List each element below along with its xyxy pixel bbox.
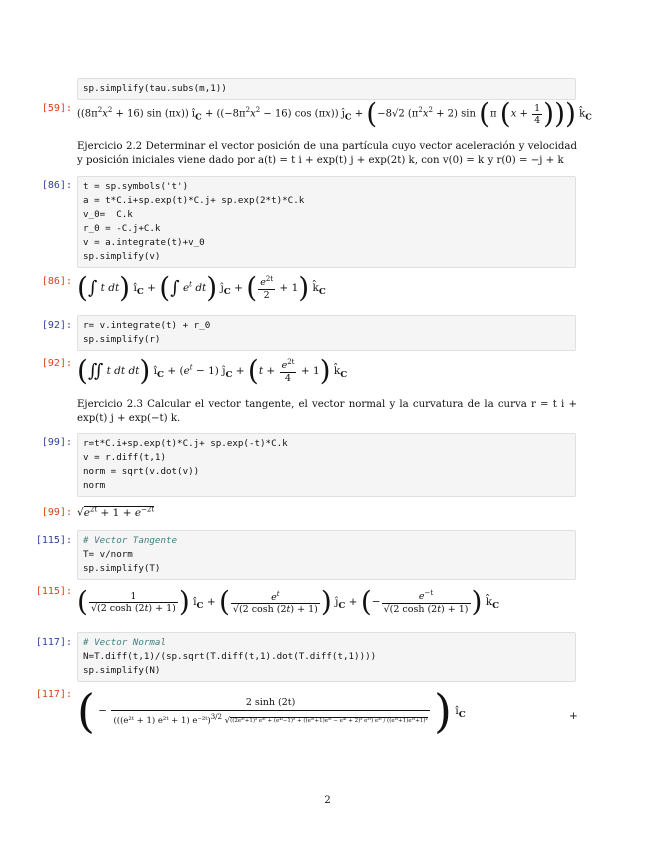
comment-vector-tangente: # Vector Tangente [83,535,178,546]
normal-denominator-left: (((e²ᵗ + 1) e²ᵗ + 1) e⁻²ᵗ) [113,715,211,726]
normal-numerator: 2 sinh (2t) [111,697,429,711]
normal-inner-root: ((2e²ᵗ+1)² e²ᵗ + (e⁴ᵗ−1)² + ((e²ᵗ+1)e²ᵗ − e⁴ᵗ + 2)² e²ᵗ) e²ᵗ / ((e²ᵗ+1)e²ᵗ+1)² [230,718,428,725]
output-math-99: $√e^{2t} + 1 + e^{-2t}$ [77,505,155,519]
code-cell-117[interactable] [77,632,576,682]
output-math-115: ( $\frac{1}{√(2 \cosh (2t) + 1)}$ ) $î_C$ + ( $\frac{e^t}{√(2 \cosh (2t) + 1)}$ ) $ĵ_C$ + (− $\frac{e^{-t}}{√(2 \cosh (2t) + 1)}$ ) $k̂_C$ [77,585,500,618]
input-prompt-92: [92]: [41,320,72,331]
output-prompt-59: [59]: [41,103,72,114]
comment-vector-normal: # Vector Normal [83,637,166,648]
output-prompt-117: [117]: [35,689,72,700]
output-prompt-86: [86]: [41,276,72,287]
page-number: 2 [324,795,331,806]
code-cell-92[interactable]: r= v.integrate(t) + r_0 sp.simplify(r) [77,315,576,351]
code-115-body: T= v/norm sp.simplify(T) [83,549,161,574]
output-prompt-99: [99]: [41,507,72,518]
code-cell-simplify-tau[interactable]: sp.simplify(tau.subs(m,1)) [77,78,576,100]
output-prompt-92: [92]: [41,358,72,369]
output-math-86: (∫ t dt) $î_C$ + (∫ $e^t$ dt) $ĵ_C$ + ( $\frac{e^{2t}}{2}$ + 1) $k̂_C$ [77,271,326,304]
input-prompt-99: [99]: [41,437,72,448]
input-prompt-86: [86]: [41,180,72,191]
output-math-59: ($(8\pi^2x^2 + 16)$ sin (πx)) $î_C + ((-8\pi^2x^2 - 16)$ cos (πx)) $ĵ_C + (-8√2$ $(\pi^2x^2 + 2)$ sin (π (x + $\frac{1}{4}$ ))) $k̂_C$ [77,97,592,130]
normal-tail-plus: + [569,710,578,722]
output-prompt-115: [115]: [35,586,72,597]
normal-denominator-exp: 3/2 [210,712,222,721]
code-cell-115[interactable] [77,530,576,580]
code-cell-86[interactable]: t = sp.symbols('t') a = t*C.i+sp.exp(t)*C.j+ sp.exp(2*t)*C.k v_0= C.k r_0 = -C.j+C.k v = a.integrate(t)+v_0 sp.simplify(v) [77,176,576,268]
code-117-body: N=T.diff(t,1)/(sp.sqrt(T.diff(t,1).dot(T.diff(t,1)))) sp.simplify(N) [83,651,377,676]
input-prompt-117: [117]: [35,637,72,648]
output-math-92: (∬ t dt dt) $î_C + (e^t - 1)$ $ĵ_C + (t$ + $\frac{e^{2t}}{4}$ + 1) $k̂_C$ [77,354,348,387]
output-math-117: ( − 2 sinh (2t) (((e²ᵗ + 1) e²ᵗ + 1) e⁻²ᵗ)$^{3/2}$ √((2e²ᵗ+1)² e²ᵗ + (e⁴ᵗ−1)² + ((e²ᵗ+1)e²ᵗ − e⁴ᵗ + 2)² e²ᵗ) e²ᵗ / ((e²ᵗ+1)e²ᵗ+1)² ) $î_C$ + [77,684,578,738]
input-prompt-115: [115]: [35,535,72,546]
exercise-2-2-text: Ejercicio 2.2 Determinar el vector posición de una partícula cuyo vector aceleración y velocidad y posición iniciales viene dado por a(t) = t i + exp(t) j + exp(2t) k, con v(0) = k y r(0) = −j + k [77,141,577,166]
code-cell-99[interactable]: r=t*C.i+sp.exp(t)*C.j+ sp.exp(-t)*C.k v = r.diff(t,1) norm = sqrt(v.dot(v)) norm [77,433,576,497]
exercise-2-3-text: Ejercicio 2.3 Calcular el vector tangente, el vector normal y la curvatura de la curva r = t i + exp(t) j + exp(−t) k. [77,399,577,424]
